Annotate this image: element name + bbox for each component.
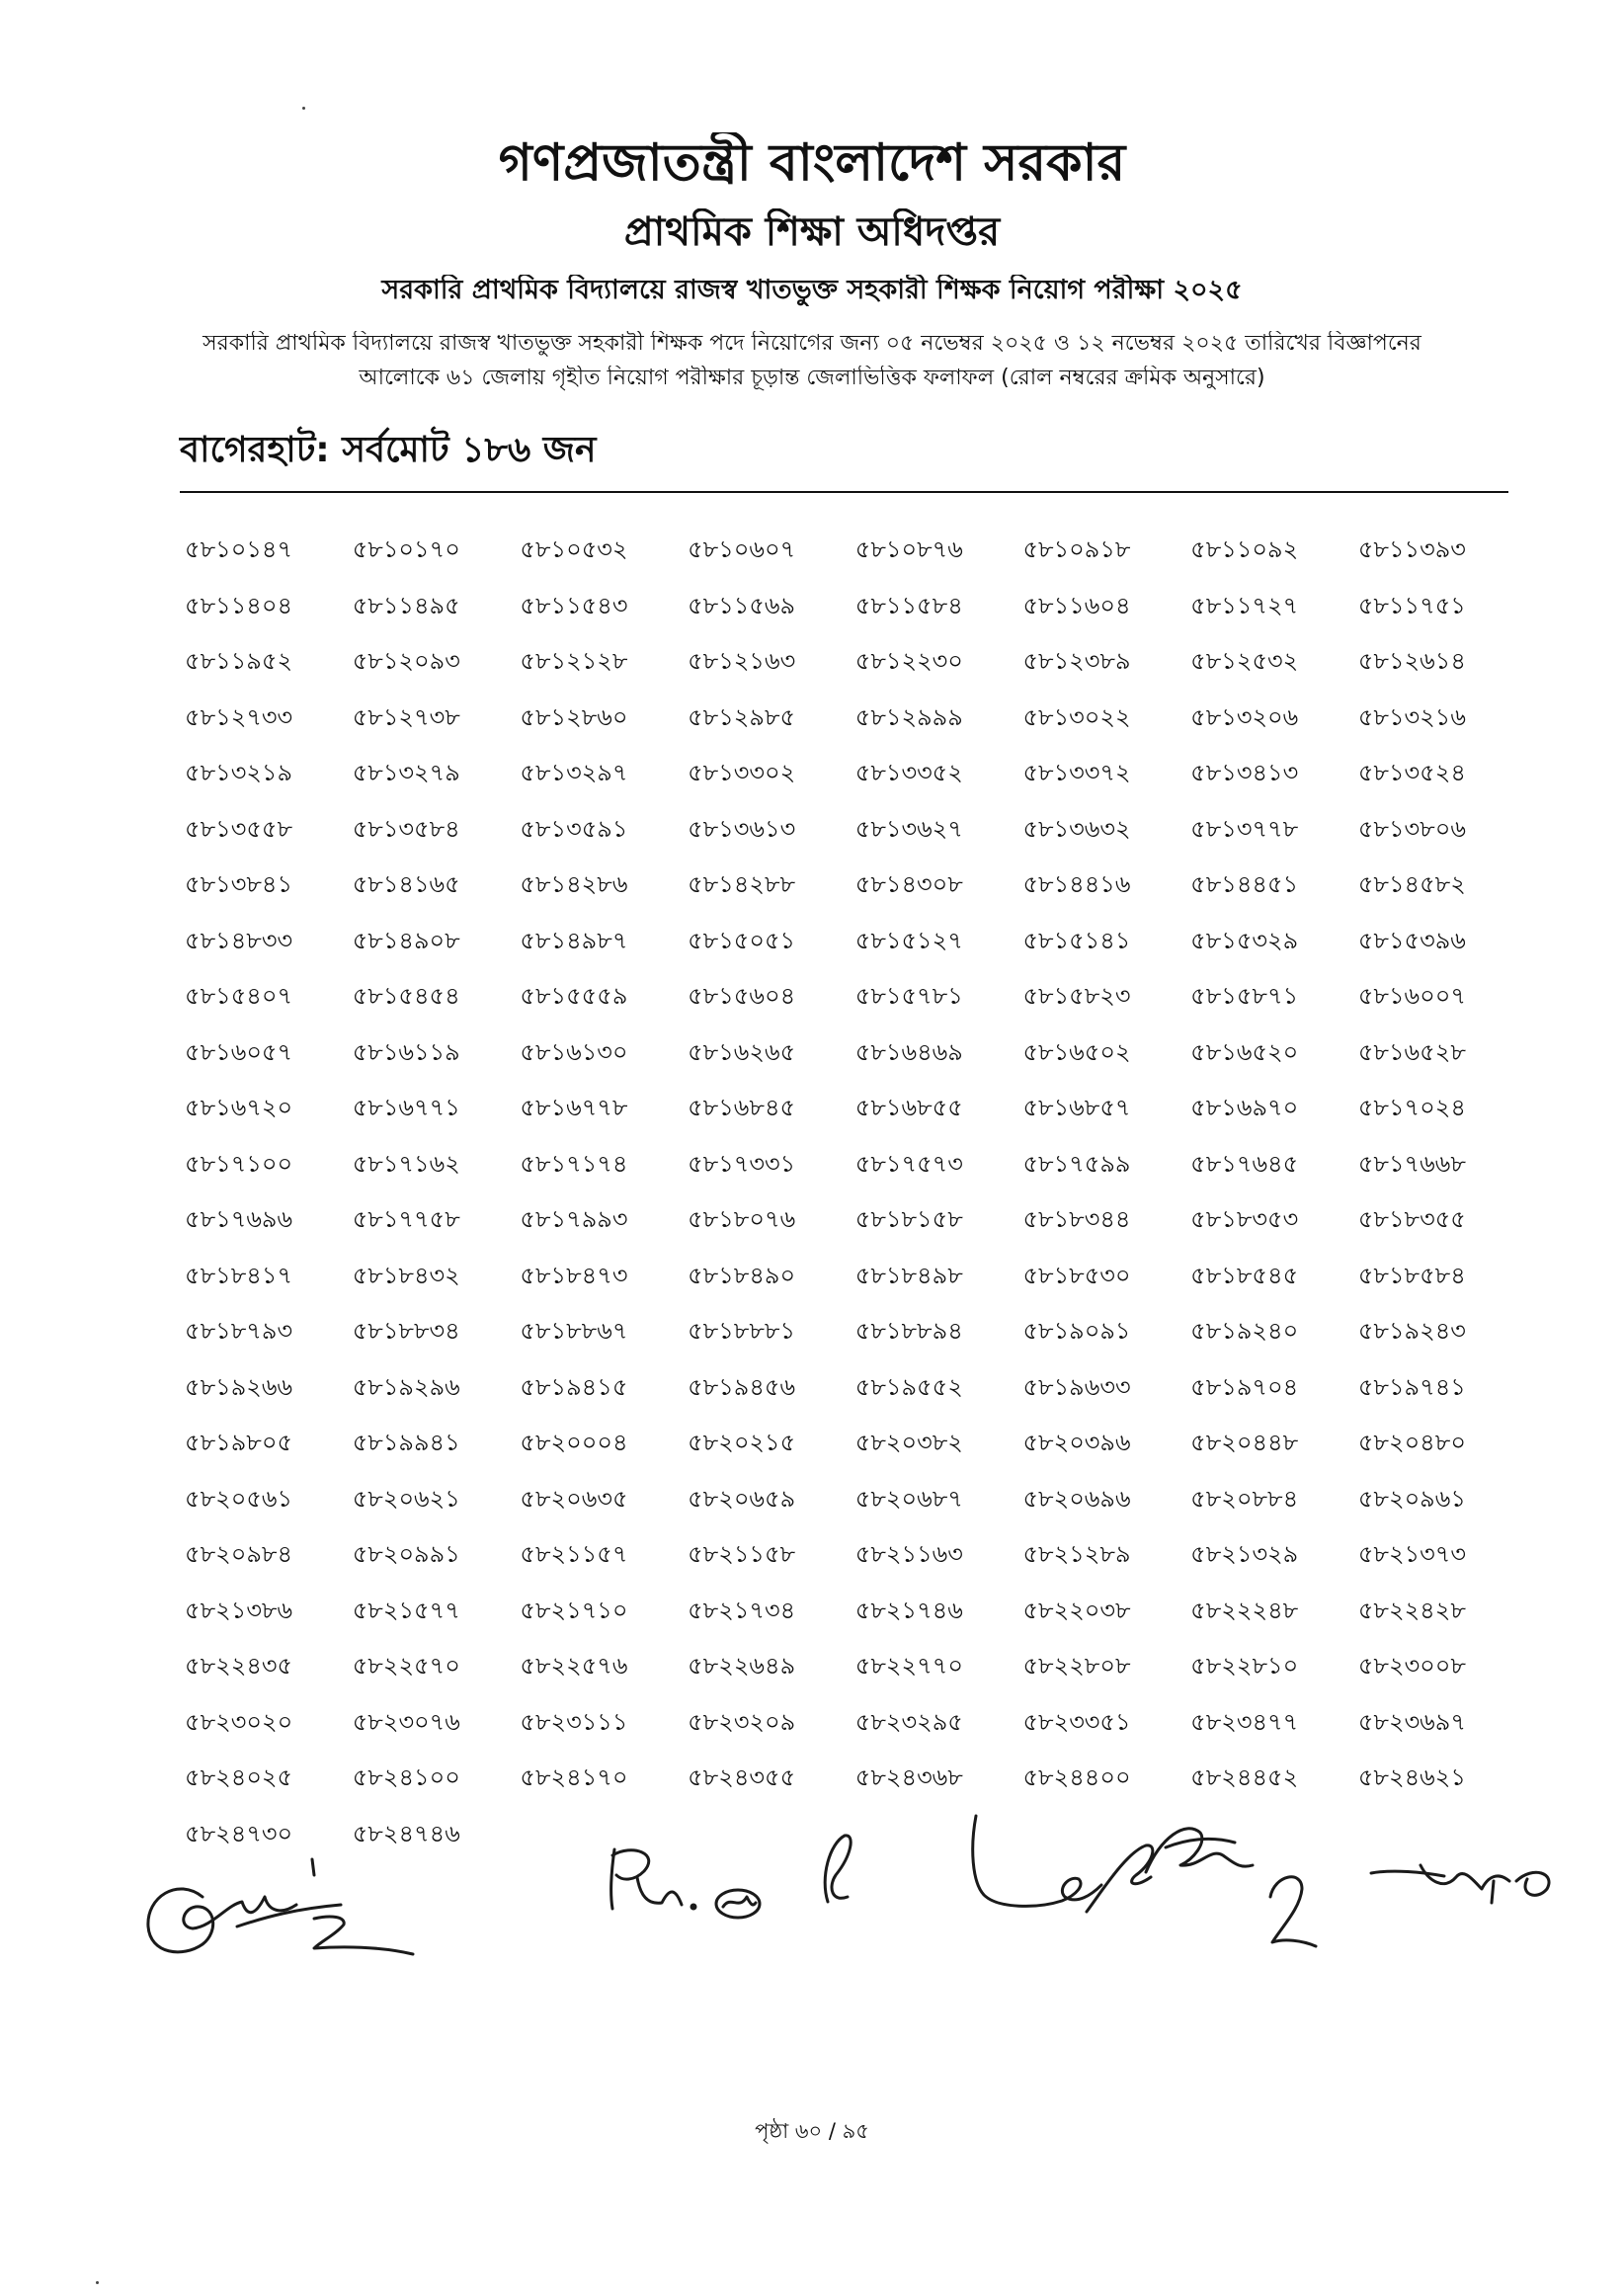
roll-number: ৫৮২২৪২৮ [1357,1596,1466,1624]
roll-number: ৫৮২৪১০০ [352,1763,460,1792]
roll-number: ৫৮১৩২৭৯ [352,759,460,787]
roll-number: ৫৮২৪১৭০ [520,1763,628,1792]
roll-number: ৫৮১৩৫২৪ [1357,759,1466,787]
roll-number: ৫৮১৪৯৮৭ [520,926,628,954]
roll-number: ৫৮২০৪৪৮ [1190,1429,1299,1457]
roll-number: ৫৮২২৬৪৯ [688,1652,796,1680]
roll-number: ৫৮২৩১১১ [520,1707,628,1736]
roll-number: ৫৮২০৯৮৪ [185,1540,293,1569]
divider [180,491,1508,493]
roll-number: ৫৮২১৩২৯ [1190,1540,1299,1569]
roll-number: ৫৮১৭৫৯৯ [1022,1149,1131,1178]
roll-number: ৫৮১৬৮৫৫ [854,1094,963,1122]
roll-number: ৫৮২১৩৮৬ [185,1596,293,1624]
roll-number: ৫৮২১৭১০ [520,1596,628,1624]
roll-number: ৫৮১৩২১৬ [1357,702,1466,731]
roll-number: ৫৮১৫৮২৩ [1022,982,1131,1011]
roll-number: ৫৮১২০৯৩ [352,647,460,676]
roll-number: ৫৮১৬২৬৫ [688,1037,796,1066]
roll-number: ৫৮১৮৫৩০ [1022,1261,1131,1289]
roll-number: ৫৮১৪৩০৮ [854,870,963,899]
roll-number: ৫৮১২২৩০ [854,647,963,676]
roll-number: ৫৮১৫১২৭ [854,926,963,954]
roll-number: ৫৮২২২৪৮ [1190,1596,1299,1624]
roll-number: ৫৮১৫৭৮১ [854,982,963,1011]
roll-number: ৫৮১১৫৮৪ [854,591,963,619]
signatures [0,1778,1624,1996]
roll-number: ৫৮১৭৫৭৩ [854,1149,963,1178]
roll-number: ৫৮১০৬০৭ [688,535,796,564]
roll-number: ৫৮১০৮৭৬ [854,535,963,564]
roll-number: ৫৮১৯২৪৩ [1357,1317,1466,1346]
roll-number: ৫৮১৬৫২৮ [1357,1037,1466,1066]
roll-number: ৫৮২২৮০৮ [1022,1652,1131,1680]
roll-number: ৫৮১৬৯৭০ [1190,1094,1299,1122]
roll-number: ৫৮১৮৪৯০ [688,1261,796,1289]
roll-number: ৫৮২৪৩৬৮ [854,1763,963,1792]
roll-number: ৫৮২০৬২১ [352,1484,460,1513]
roll-number: ৫৮২১২৮৯ [1022,1540,1131,1569]
roll-number: ৫৮২৩৩৫১ [1022,1707,1131,1736]
roll-number: ৫৮২৪৭৩০ [185,1819,293,1847]
roll-number: ৫৮১৮৭৯৩ [185,1317,293,1346]
roll-number: ৫৮১৫৪৫৪ [352,982,460,1011]
roll-number: ৫৮১১৭৫১ [1357,591,1466,619]
roll-number: ৫৮১৩৪১৩ [1190,759,1299,787]
roll-number: ৫৮১৮১৫৮ [854,1205,963,1234]
roll-number: ৫৮১৭৬৯৬ [185,1205,293,1234]
roll-number: ৫৮২২৭৭০ [854,1652,963,1680]
roll-number: ৫৮১৮৩৪৪ [1022,1205,1131,1234]
roll-number: ৫৮১৫৬০৪ [688,982,796,1011]
roll-number: ৫৮১৬০০৭ [1357,982,1466,1011]
roll-number: ৫৮১৩৬৩২ [1022,814,1131,843]
roll-number: ৫৮১২১২৮ [520,647,628,676]
roll-number: ৫৮২০৫৬১ [185,1484,293,1513]
roll-number: ৫৮১৯৯৪১ [352,1429,460,1457]
roll-number: ৫৮২২৫৭৬ [520,1652,628,1680]
roll-number: ৫৮১৭১৭৪ [520,1149,628,1178]
notice-line-2: আলোকে ৬১ জেলায় গৃহীত নিয়োগ পরীক্ষার চূড়ান্ত জেলাভিত্তিক ফলাফল (রোল নম্বরের ক্রমিক অনুসারে) [359,366,1265,390]
roll-number: ৫৮১৩৩৫২ [854,759,963,787]
signature-1 [148,1859,413,1954]
signature-4 [1270,1865,1549,1946]
roll-number: ৫৮১৮০৭৬ [688,1205,796,1234]
roll-number: ৫৮১৫৩৯৬ [1357,926,1466,954]
roll-number: ৫৮১৩৮০৬ [1357,814,1466,843]
roll-number: ৫৮২৩৬৯৭ [1357,1707,1466,1736]
roll-number: ৫৮১৭৬৬৮ [1357,1149,1466,1178]
roll-number: ৫৮১৫১৪১ [1022,926,1131,954]
roll-number: ৫৮২৩২০৯ [688,1707,796,1736]
exam-title: সরকারি প্রাথমিক বিদ্যালয়ে রাজস্ব খাতভুক্ত সহকারী শিক্ষক নিয়োগ পরীক্ষা ২০২৫ [381,275,1243,305]
roll-number: ৫৮২০৬৩৫ [520,1484,628,1513]
roll-number: ৫৮১৭৭৫৮ [352,1205,460,1234]
roll-number: ৫৮২৪৩৫৫ [688,1763,796,1792]
roll-number: ৫৮১১৩৯৩ [1357,535,1466,564]
notice-line-1: সরকারি প্রাথমিক বিদ্যালয়ে রাজস্ব খাতভুক্ত সহকারী শিক্ষক পদে নিয়োগের জন্য ০৫ নভেম্বর ২০২৫ ও ১২ নভেম্বর ২০২৫ তারিখের বিজ্ঞাপনের [203,331,1421,356]
roll-number: ৫৮১৩৮৪১ [185,870,293,899]
roll-number: ৫৮১৬৫০২ [1022,1037,1131,1066]
roll-number: ৫৮২১৩৭৩ [1357,1540,1466,1569]
scan-mark [96,2281,99,2284]
roll-number: ৫৮১৪৮৩৩ [185,926,293,954]
roll-number: ৫৮১৮৪৯৮ [854,1261,963,1289]
roll-number: ৫৮২১৭৪৬ [854,1596,963,1624]
roll-number: ৫৮১৩০২২ [1022,702,1131,731]
roll-number: ৫৮১৯৮০৫ [185,1429,293,1457]
roll-number: ৫৮১৮৮৩৪ [352,1317,460,1346]
roll-number: ৫৮২১৭৩৪ [688,1596,796,1624]
roll-number: ৫৮১৫৮৭১ [1190,982,1299,1011]
roll-number: ৫৮১২৬১৪ [1357,647,1466,676]
roll-number: ৫৮১৩৫৮৪ [352,814,460,843]
roll-number: ৫৮২৩০০৮ [1357,1652,1466,1680]
roll-number: ৫৮১২১৬৩ [688,647,796,676]
roll-number: ৫৮২৪৪০০ [1022,1763,1131,1792]
roll-number: ৫৮২০০০৪ [520,1429,628,1457]
roll-number: ৫৮১৯৫৫২ [854,1372,963,1401]
roll-number: ৫৮২০৬৫৯ [688,1484,796,1513]
roll-number: ৫৮১৩২৯৭ [520,759,628,787]
government-title: গণপ্রজাতন্ত্রী বাংলাদেশ সরকার [498,133,1126,193]
roll-number: ৫৮১৬১১৯ [352,1037,460,1066]
roll-number: ৫৮১৮৫৪৫ [1190,1261,1299,1289]
roll-number: ৫৮১৪৪১৬ [1022,870,1131,899]
roll-number: ৫৮১২৫৩২ [1190,647,1299,676]
roll-number: ৫৮১৩৫৫৮ [185,814,293,843]
signature-3 [973,1816,1253,1912]
roll-number: ৫৮১৬৫২০ [1190,1037,1299,1066]
roll-number: ৫৮২৩৪৭৭ [1190,1707,1299,1736]
roll-number: ৫৮২৪৬২১ [1357,1763,1466,1792]
roll-number: ৫৮১০১৭০ [352,535,460,564]
roll-number: ৫৮২০৯৬১ [1357,1484,1466,1513]
roll-number: ৫৮১৮৩৫৩ [1190,1205,1299,1234]
roll-number: ৫৮১৩২০৬ [1190,702,1299,731]
roll-number: ৫৮১২৯৮৫ [688,702,796,731]
roll-number: ৫৮১৬৭২০ [185,1094,293,1122]
roll-number: ৫৮১৩৬২৭ [854,814,963,843]
roll-number: ৫৮১৬৮৫৭ [1022,1094,1131,1122]
signature-2 [611,1836,852,1918]
roll-number: ৫৮১২৭৩৮ [352,702,460,731]
roll-number: ৫৮২৩০২০ [185,1707,293,1736]
roll-number: ৫৮১৬৭৭৮ [520,1094,628,1122]
district-heading: বাগেরহাট: সর্বমোট ১৮৬ জন [180,430,597,470]
roll-number: ৫৮১৭৩৩১ [688,1149,796,1178]
roll-number: ৫৮১৮৫৮৪ [1357,1261,1466,1289]
roll-number: ৫৮২০২১৫ [688,1429,796,1457]
roll-number-grid [185,522,1526,1861]
roll-number: ৫৮২১৫৭৭ [352,1596,460,1624]
roll-number: ৫৮১৯৬৩৩ [1022,1372,1131,1401]
roll-number: ৫৮১৫০৫১ [688,926,796,954]
roll-number: ৫৮২১১৬৩ [854,1540,963,1569]
roll-number: ৫৮২২৪৩৫ [185,1652,293,1680]
roll-number: ৫৮১২৯৯৯ [854,702,963,731]
roll-number: ৫৮১৯২৬৬ [185,1372,293,1401]
roll-number: ৫৮২০৩৮২ [854,1429,963,1457]
roll-number: ৫৮১৩২১৯ [185,759,293,787]
scan-mark [302,107,305,110]
roll-number: ৫৮২২৮১০ [1190,1652,1299,1680]
roll-number: ৫৮১৮৮৬৭ [520,1317,628,1346]
roll-number: ৫৮১১৪৯৫ [352,591,460,619]
roll-number: ৫৮১৩৭৭৮ [1190,814,1299,843]
roll-number: ৫৮১৪২৮৬ [520,870,628,899]
roll-number: ৫৮১৯৭০৪ [1190,1372,1299,1401]
roll-number: ৫৮২১১৫৮ [688,1540,796,1569]
roll-number: ৫৮১৩৫৯১ [520,814,628,843]
page-number: পৃষ্ঠা ৬০ / ৯৫ [755,2119,869,2143]
roll-number: ৫৮১৮৪৭৩ [520,1261,628,1289]
roll-number: ৫৮১৭৬৪৫ [1190,1149,1299,1178]
roll-number: ৫৮১৯৭৪১ [1357,1372,1466,1401]
roll-number: ৫৮১৪২৮৮ [688,870,796,899]
roll-number: ৫৮১১৭২৭ [1190,591,1299,619]
roll-number: ৫৮১৪১৬৫ [352,870,460,899]
roll-number: ৫৮১৮৩৫৫ [1357,1205,1466,1234]
roll-number: ৫৮১১৫৬৯ [688,591,796,619]
roll-number: ৫৮১৯২৪০ [1190,1317,1299,1346]
roll-number: ৫৮১৩৩৭২ [1022,759,1131,787]
roll-number: ৫৮১৯৪৫৬ [688,1372,796,1401]
roll-number: ৫৮২৪০২৫ [185,1763,293,1792]
roll-number: ৫৮২০৮৮৪ [1190,1484,1299,1513]
roll-number: ৫৮১৬০৫৭ [185,1037,293,1066]
roll-number: ৫৮২০৬৮৭ [854,1484,963,1513]
roll-number: ৫৮১৬৮৪৫ [688,1094,796,1122]
roll-number: ৫৮২৪৪৫২ [1190,1763,1299,1792]
roll-number: ৫৮১৮৮৮১ [688,1317,796,1346]
roll-number: ৫৮২১১৫৭ [520,1540,628,1569]
roll-number: ৫৮১১৬০৪ [1022,591,1131,619]
roll-number: ৫৮২০৬৯৬ [1022,1484,1131,1513]
roll-number: ৫৮১১০৯২ [1190,535,1299,564]
roll-number: ৫৮১০৫৩২ [520,535,628,564]
roll-number: ৫৮১২৩৮৯ [1022,647,1131,676]
roll-number: ৫৮২৩২৯৫ [854,1707,963,1736]
roll-number: ৫৮১৮৪১৭ [185,1261,293,1289]
roll-number: ৫৮১৯২৯৬ [352,1372,460,1401]
roll-number: ৫৮১৬৪৬৯ [854,1037,963,1066]
roll-number: ৫৮২০৯৯১ [352,1540,460,1569]
roll-number: ৫৮২৩০৭৬ [352,1707,460,1736]
roll-number: ৫৮১৫৩২৯ [1190,926,1299,954]
roll-number: ৫৮১০১৪৭ [185,535,293,564]
roll-number: ৫৮১২৭৩৩ [185,702,293,731]
roll-number: ৫৮২০৪৮০ [1357,1429,1466,1457]
roll-number: ৫৮১১৫৪৩ [520,591,628,619]
roll-number: ৫৮১৮৪৩২ [352,1261,460,1289]
roll-number: ৫৮১৭১০০ [185,1149,293,1178]
roll-number: ৫৮১২৮৬০ [520,702,628,731]
roll-number: ৫৮১১৪০৪ [185,591,293,619]
roll-number: ৫৮১৯০৯১ [1022,1317,1131,1346]
roll-number: ৫৮১৯৪১৫ [520,1372,628,1401]
roll-number: ৫৮১৭১৬২ [352,1149,460,1178]
roll-number: ৫৮১৪৪৫১ [1190,870,1299,899]
roll-number: ৫৮২২০৩৮ [1022,1596,1131,1624]
roll-number: ৫৮১১৯৫২ [185,647,293,676]
roll-number: ৫৮১৬৭৭১ [352,1094,460,1122]
roll-number: ৫৮১৬১৩০ [520,1037,628,1066]
department-title: প্রাথমিক শিক্ষা অধিদপ্তর [623,209,1001,255]
roll-number: ৫৮১৩৬১৩ [688,814,796,843]
roll-number: ৫৮২০৩৯৬ [1022,1429,1131,1457]
roll-number: ৫৮১৪৯০৮ [352,926,460,954]
roll-number: ৫৮২৪৭৪৬ [352,1819,460,1847]
roll-number: ৫৮২২৫৭০ [352,1652,460,1680]
roll-number: ৫৮১৪৫৮২ [1357,870,1466,899]
roll-number: ৫৮১৮৮৯৪ [854,1317,963,1346]
roll-number: ৫৮১৭৯৯৩ [520,1205,628,1234]
roll-number: ৫৮১৭০২৪ [1357,1094,1466,1122]
roll-number: ৫৮১৩৩০২ [688,759,796,787]
roll-number: ৫৮১৫৪০৭ [185,982,293,1011]
roll-number: ৫৮১৫৫৫৯ [520,982,628,1011]
roll-number: ৫৮১০৯১৮ [1022,535,1131,564]
